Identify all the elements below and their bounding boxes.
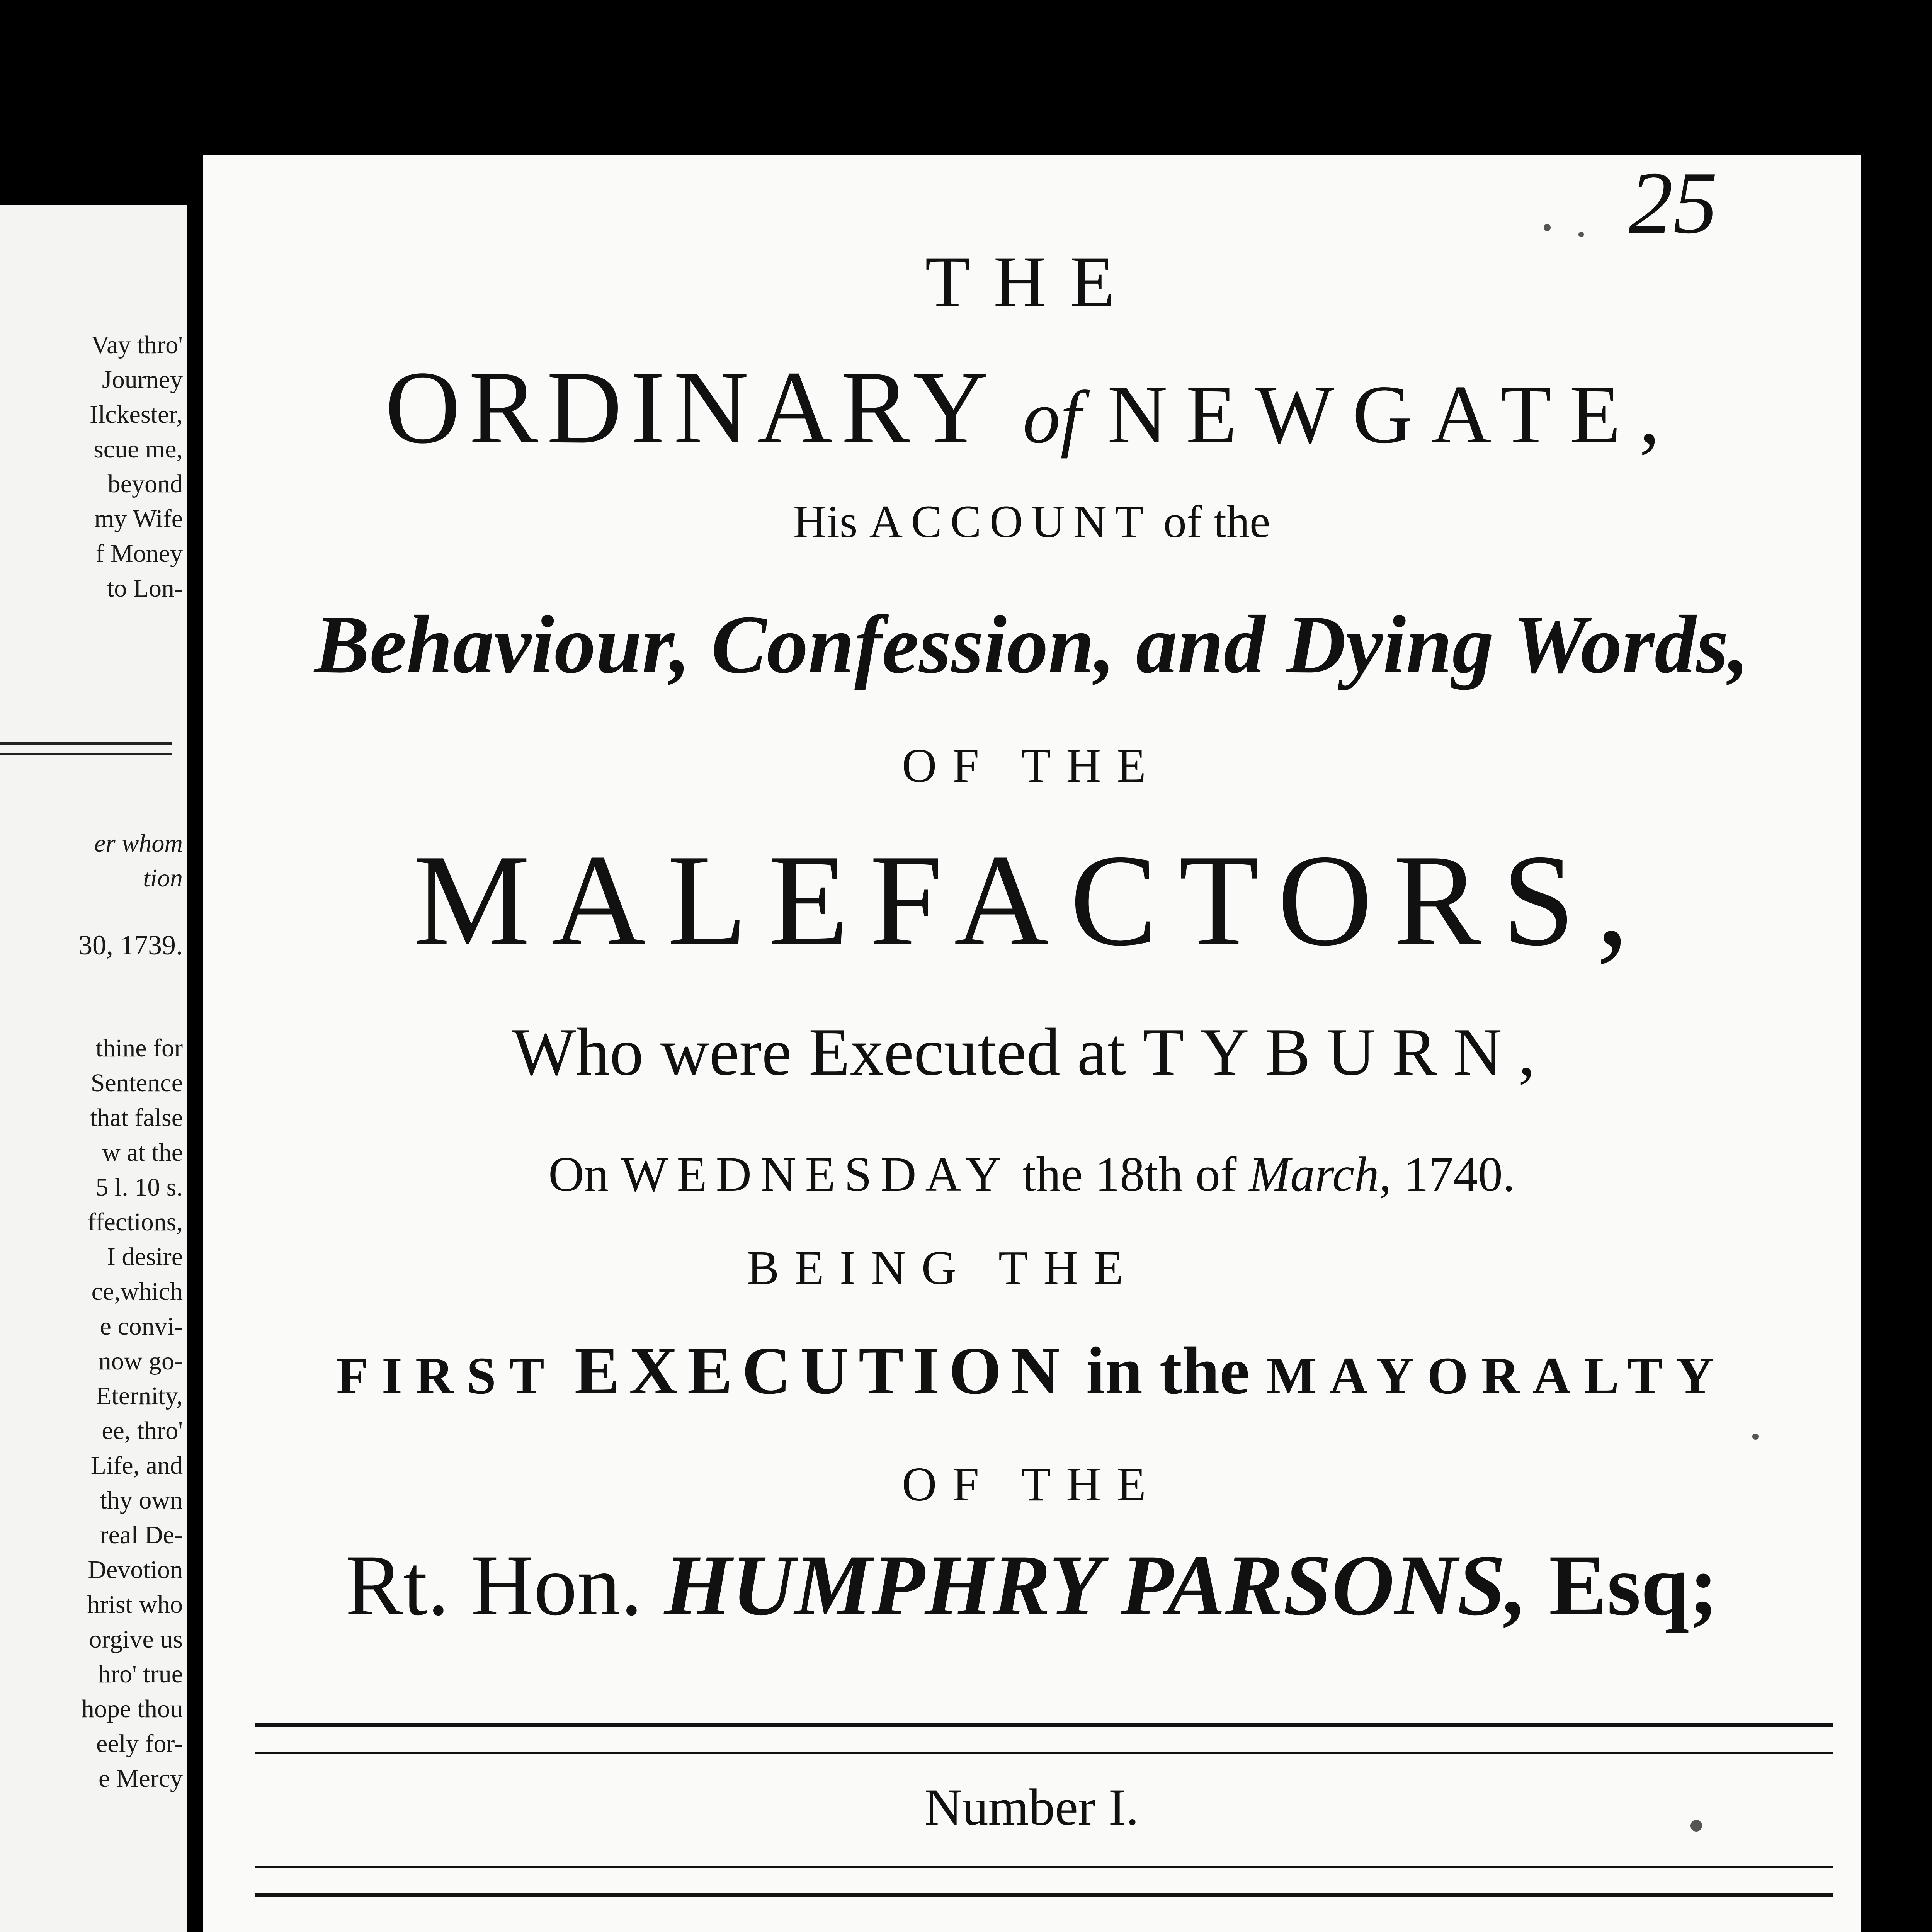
left-page-line: hro' true: [98, 1660, 183, 1688]
left-page-line: now go-: [98, 1347, 183, 1375]
left-page-line: e convi-: [100, 1312, 183, 1340]
title-the: THE: [925, 242, 1138, 323]
title-malefactors: MALEFACTORS,: [413, 827, 1650, 973]
title-rule-3: [255, 1866, 1833, 1868]
title-page: [203, 155, 1861, 1932]
title-humphry-parsons: Rt. Hon. HUMPHRY PARSONS, Esq;: [345, 1537, 1718, 1633]
left-page-line: that false: [90, 1104, 183, 1132]
left-page-line: thine for: [95, 1034, 183, 1062]
left-page-line: hope thou: [81, 1695, 183, 1723]
title-his-account: His ACCOUNT of the: [793, 496, 1270, 547]
left-page-line: Eternity,: [96, 1382, 183, 1410]
print-speck: [1544, 224, 1551, 231]
title-behaviour-confession: Behaviour, Confession, and Dying Words,: [314, 598, 1749, 690]
left-page-line: Devotion: [88, 1556, 183, 1584]
left-page-date: 30, 1739.: [78, 930, 183, 961]
left-page-line: ee, thro': [102, 1417, 183, 1445]
title-being-the: BEING THE: [747, 1242, 1139, 1295]
print-speck: [1752, 1434, 1759, 1440]
left-page-rule: [0, 742, 172, 745]
left-page-line: e Mercy: [98, 1764, 183, 1793]
left-page-line: ce,which: [91, 1277, 183, 1306]
left-page-line: to Lon-: [107, 574, 183, 602]
left-page-line: Sentence: [90, 1069, 183, 1097]
left-page-line: tion: [143, 864, 183, 892]
left-page-rule-thin: [0, 753, 172, 755]
left-page-line: hrist who: [87, 1590, 183, 1619]
left-page-line: f Money: [95, 539, 183, 568]
left-page-line: Vay thro': [91, 331, 183, 359]
left-page-line: Journey: [102, 366, 183, 394]
title-number: Number I.: [924, 1779, 1139, 1836]
title-first-execution: FIRST EXECUTION in the MAYORALTY: [336, 1333, 1727, 1408]
title-rule-1: [255, 1723, 1833, 1727]
left-page-line: er whom: [94, 829, 183, 857]
left-page-line: beyond: [107, 470, 183, 498]
title-date-line: On WEDNESDAY the 18th of March, 1740.: [548, 1147, 1515, 1202]
left-page-line: I desire: [107, 1243, 183, 1271]
title-of-the-1: OF THE: [902, 739, 1162, 793]
left-page-line: Life, and: [90, 1451, 183, 1480]
title-rule-2: [255, 1752, 1833, 1754]
page-number: 25: [1629, 153, 1718, 252]
title-rule-4: [255, 1893, 1833, 1897]
print-speck: [1690, 1820, 1702, 1832]
left-page-line: Ilckester,: [89, 400, 183, 429]
print-speck: [1578, 232, 1584, 237]
left-page-line: w at the: [102, 1138, 183, 1167]
left-page-line: orgive us: [89, 1625, 183, 1653]
left-page-line: thy own: [100, 1486, 183, 1514]
left-page-line: real De-: [100, 1521, 183, 1549]
left-page-line: scue me,: [94, 435, 183, 463]
title-ordinary-of-newgate: ORDINARY of NEWGATE,: [385, 350, 1679, 465]
left-page-line: eely for-: [96, 1730, 183, 1758]
title-of-the-2: OF THE: [902, 1458, 1162, 1511]
left-page-line: ffections,: [87, 1208, 183, 1236]
left-page-line: my Wife: [94, 505, 183, 533]
left-facing-page: [0, 205, 187, 1932]
left-page-line: 5 l. 10 s.: [95, 1173, 183, 1201]
title-executed-at-tyburn: Who were Executed at TYBURN,: [512, 1014, 1551, 1089]
